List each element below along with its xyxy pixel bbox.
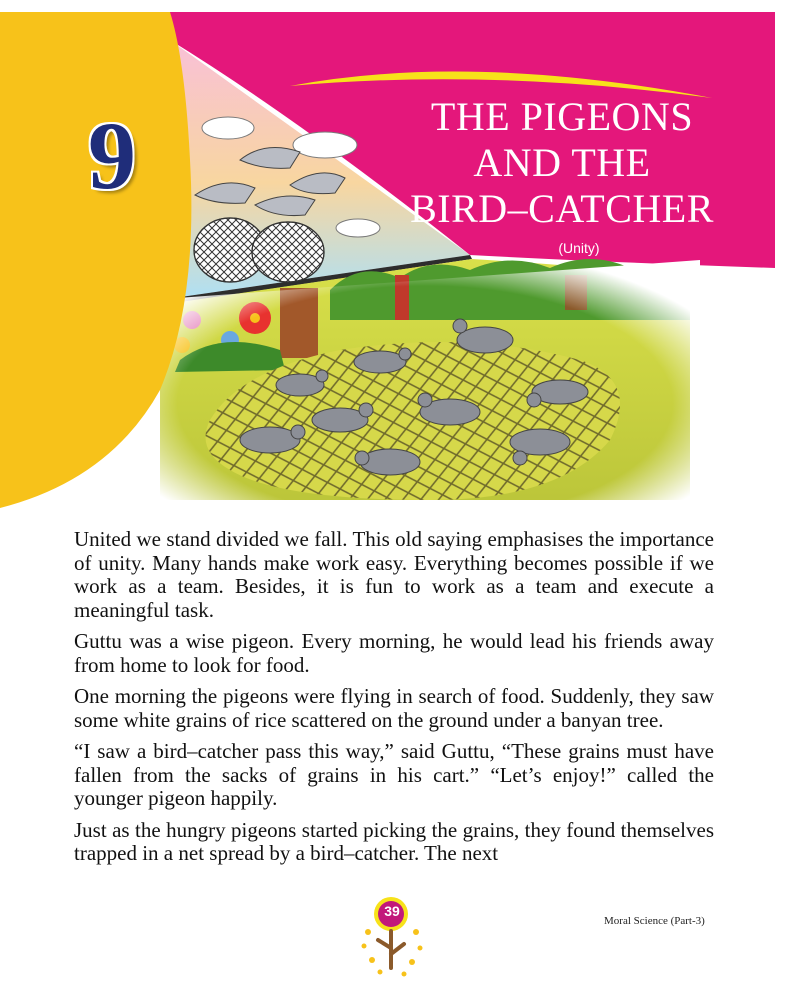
paragraph: “I saw a bird–catcher pass this way,” said Guttu, “These grains must have fallen from the sacks of grains in his cart.” “Let’s enjoy!” called the younger pigeon happily. <box>74 739 714 810</box>
page-number: 39 <box>384 903 400 919</box>
chapter-title <box>402 94 722 232</box>
paragraph: Just as the hungry pigeons started picking the grains, they found themselves trapped in a net spread by a bird–catcher. The next <box>74 817 714 865</box>
chapter-title-line-3: BIRD–CATCHER <box>410 186 714 231</box>
paragraph: One morning the pigeons were flying in search of food. Suddenly, they saw some white grains of rice scattered on the ground under a banyan tree. <box>74 684 714 732</box>
chapter-number: 9 <box>88 102 136 209</box>
chapter-title-line-2: AND THE <box>473 140 651 185</box>
paragraph: Guttu was a wise pigeon. Every morning, he would lead his friends away from home to look for food. <box>74 629 714 677</box>
chapter-subtitle: (Unity) <box>558 240 600 256</box>
book-title: Moral Science (Part-3) <box>604 915 705 927</box>
story-body <box>74 528 714 874</box>
chapter-title-line-1: THE PIGEONS <box>430 94 694 139</box>
paragraph: United we stand divided we fall. This old saying emphasises the importance of unity. Many hands make work easy. Everything becomes possible if we work as a team. Besides, it is fun to work as a team and execute a meaningful task. <box>74 527 714 622</box>
